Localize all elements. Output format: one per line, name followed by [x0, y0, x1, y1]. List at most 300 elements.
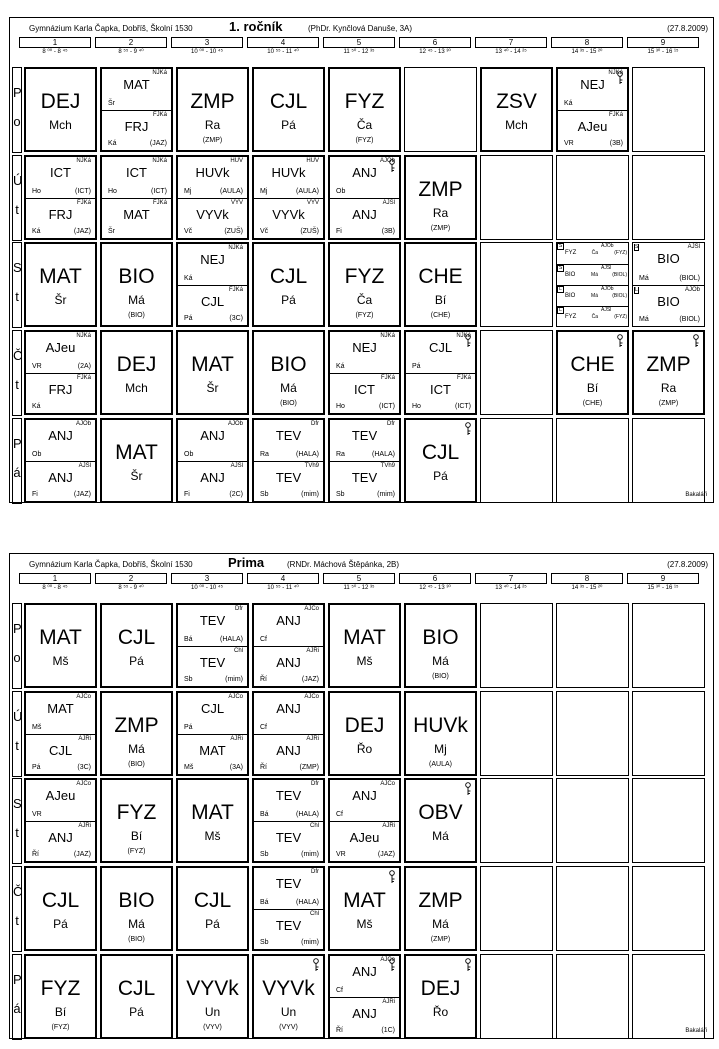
key-glyph [312, 958, 320, 972]
lesson-cell[interactable] [632, 330, 705, 415]
teacher-abbr: Sb [260, 491, 269, 498]
subject: CJL [200, 701, 225, 716]
subject: ZMP [418, 889, 463, 912]
teacher-abbr: Ří [336, 1027, 343, 1034]
group-code: AJCo [304, 606, 319, 612]
lesson-cell[interactable] [176, 242, 249, 327]
room: (FYZ) [614, 250, 627, 256]
lesson-group[interactable] [254, 821, 323, 862]
lesson-cell[interactable] [328, 242, 401, 327]
lesson-cell [556, 778, 629, 863]
day-label [12, 418, 22, 504]
lesson-cell[interactable] [24, 67, 97, 152]
lesson-cell[interactable] [176, 954, 249, 1039]
subject: FYZ [40, 977, 81, 1000]
lesson-cell[interactable] [176, 418, 249, 503]
period-header [95, 37, 167, 57]
room: (BIO) [280, 400, 297, 407]
period-time: 10 ⁵⁵ - 11 ⁴⁰ [267, 49, 299, 55]
lesson-group[interactable] [26, 157, 95, 198]
room: (3A) [229, 764, 243, 771]
period-number: 4 [247, 573, 319, 584]
subject: BIO [657, 251, 680, 266]
key-icon [312, 958, 320, 972]
day-letter: Ú [13, 709, 23, 724]
subject: NEJ [352, 340, 377, 355]
teacher-abbr: Sb [184, 676, 193, 683]
room: (JAZ) [377, 851, 395, 858]
lesson-cell[interactable] [252, 155, 325, 240]
lesson-cell [632, 691, 705, 776]
lesson-group[interactable] [330, 420, 399, 461]
lesson-cell[interactable] [100, 330, 173, 415]
lesson-cell[interactable] [100, 67, 173, 152]
subject: FYZ [565, 250, 577, 256]
lesson-group[interactable] [254, 693, 323, 734]
key-glyph [464, 782, 472, 796]
lesson-cell [480, 242, 553, 327]
group-code: AJOb [379, 158, 395, 164]
lesson-group[interactable] [102, 198, 171, 239]
timetable [9, 553, 714, 1039]
lesson-cell[interactable] [328, 866, 401, 951]
lesson-cell[interactable] [328, 691, 401, 776]
group-code: AJRi [78, 735, 91, 742]
teacher-abbr: Pá [184, 315, 193, 322]
group-code: NJKá [152, 70, 167, 76]
key-icon [692, 334, 700, 348]
group-code: FJKá [152, 111, 167, 118]
room: (ICT) [455, 403, 471, 410]
day-letter: P [13, 972, 22, 987]
lesson-group[interactable] [178, 420, 247, 461]
lesson-group[interactable] [633, 285, 704, 327]
teacher-abbr: Fi [336, 228, 342, 235]
room: (ZMP) [430, 225, 451, 232]
lesson-group[interactable] [254, 868, 323, 909]
lesson-group[interactable] [102, 110, 171, 151]
teacher-abbr: Ob [184, 450, 194, 458]
lesson-cell[interactable] [328, 778, 401, 863]
room: (mim) [301, 939, 319, 946]
brand-mark: Bakaláři [685, 1028, 707, 1034]
lesson-cell[interactable] [100, 155, 173, 240]
group-code: NJKá [152, 158, 167, 164]
lesson-group[interactable] [330, 373, 399, 414]
teacher-abbr: Má [432, 829, 449, 843]
day-label [12, 242, 22, 328]
subject: ANJ [352, 1005, 377, 1021]
lesson-cell [404, 67, 477, 152]
lesson-cell[interactable] [252, 67, 325, 152]
room: (mim) [301, 491, 319, 498]
subject: ANJ [352, 165, 377, 180]
lesson-cell [556, 603, 629, 688]
subject: OBV [418, 801, 463, 824]
group-code: AJRi [306, 735, 319, 742]
lesson-cell[interactable] [252, 418, 325, 503]
group-code: AJSl [687, 244, 700, 250]
teacher-abbr: Ča [591, 250, 598, 256]
key-glyph [464, 422, 472, 436]
room: (HALA) [296, 898, 319, 906]
group-code: Chl [233, 647, 243, 654]
lesson-group[interactable] [178, 244, 247, 285]
period-number: 8 [551, 573, 623, 584]
week-marker: L [557, 286, 564, 293]
lesson-group[interactable] [26, 198, 95, 239]
lesson-cell[interactable] [328, 155, 401, 240]
period-header [323, 573, 395, 593]
lesson-cell[interactable] [328, 67, 401, 152]
subject: HUVk [195, 165, 230, 180]
subject: FRJ [48, 381, 73, 397]
lesson-cell[interactable] [24, 330, 97, 415]
class-teacher: (RNDr. Máchová Štěpánka, 2B) [287, 560, 400, 569]
lesson-cell[interactable] [252, 778, 325, 863]
teacher-abbr: Mch [505, 118, 528, 132]
period-time: 15 ³⁰ - 16 ¹⁵ [647, 49, 679, 55]
lesson-group[interactable] [557, 306, 628, 327]
room: (CHE) [430, 312, 451, 319]
lesson-group[interactable] [558, 110, 627, 151]
group-code: VYV [306, 199, 319, 206]
day-letter: P [13, 621, 22, 636]
lesson-cell [480, 418, 553, 503]
group-code: AJSl [601, 265, 612, 271]
group-code: AJRi [78, 822, 91, 829]
subject: ANJ [200, 428, 225, 443]
lesson-group[interactable] [254, 420, 323, 461]
lesson-group[interactable] [330, 332, 399, 373]
group-code: AJSl [230, 462, 243, 469]
lesson-cell[interactable] [24, 691, 97, 776]
room: (FYZ) [127, 848, 146, 855]
lesson-cell[interactable] [252, 866, 325, 951]
group-code: FJKá [76, 374, 91, 381]
teacher-abbr: VR [564, 140, 574, 147]
room: (ZMP) [430, 936, 451, 943]
group-code: AJCo [76, 781, 91, 787]
room: (ZMP) [658, 400, 679, 407]
period-number: 9 [627, 573, 699, 584]
lesson-cell [480, 778, 553, 863]
teacher-abbr: Bá [260, 898, 269, 906]
teacher-abbr: Vč [184, 228, 193, 235]
teacher-abbr: Mš [52, 654, 69, 668]
lesson-group[interactable] [330, 821, 399, 862]
lesson-cell[interactable] [404, 155, 477, 240]
lesson-cell[interactable] [100, 691, 173, 776]
lesson-cell[interactable] [100, 778, 173, 863]
subject: VYVk [186, 977, 239, 1000]
period-number: 7 [475, 37, 547, 48]
lesson-cell[interactable] [176, 603, 249, 688]
lesson-cell[interactable] [556, 67, 629, 152]
room: (JAZ) [301, 676, 319, 683]
room: (ZMP) [202, 137, 223, 144]
lesson-group[interactable] [178, 285, 247, 326]
subject: AJeu [45, 340, 76, 355]
lesson-group[interactable] [254, 734, 323, 775]
room: (mim) [225, 676, 243, 683]
lesson-group[interactable] [330, 198, 399, 239]
lesson-cell[interactable] [328, 330, 401, 415]
lesson-group[interactable] [254, 646, 323, 687]
group-code: AJSl [78, 462, 91, 469]
group-code: VYV [230, 199, 243, 206]
lesson-cell [632, 67, 705, 152]
lesson-cell[interactable] [252, 330, 325, 415]
lesson-cell [632, 155, 705, 240]
period-number: 5 [323, 37, 395, 48]
key-icon [388, 870, 396, 884]
lesson-cell[interactable] [252, 603, 325, 688]
teacher-abbr: Pá [184, 723, 193, 731]
key-glyph [616, 71, 624, 85]
week-marker: S [558, 265, 563, 271]
period-number: 2 [95, 573, 167, 584]
lesson-group[interactable] [330, 461, 399, 502]
period-time: 11 ⁵⁰ - 12 ³⁵ [343, 49, 375, 55]
lesson-group[interactable] [178, 693, 247, 734]
lesson-cell[interactable] [24, 418, 97, 503]
group-code: NJKá [456, 333, 471, 339]
teacher-abbr: Má [591, 293, 598, 299]
teacher-abbr: Cf [336, 986, 343, 994]
teacher-abbr: Má [639, 316, 649, 323]
teacher-abbr: Bá [260, 810, 269, 818]
room: (AULA) [296, 187, 319, 195]
room: (ICT) [151, 187, 167, 195]
lesson-cell[interactable] [100, 418, 173, 503]
school-name: Gymnázium Karla Čapka, Dobříš, Školní 1530 [29, 24, 193, 33]
lesson-cell[interactable] [176, 778, 249, 863]
lesson-cell[interactable] [480, 67, 553, 152]
group-code: AJOb [601, 243, 614, 249]
day-letter: S [13, 796, 22, 811]
group-code: FJKá [456, 374, 471, 381]
period-header [19, 573, 91, 593]
lesson-group[interactable] [330, 780, 399, 821]
lesson-group[interactable] [178, 646, 247, 687]
room: (FYZ) [51, 1024, 70, 1031]
room: (BIOL) [612, 272, 627, 278]
subject: ICT [430, 381, 451, 397]
teacher-abbr: Ho [336, 403, 345, 410]
print-date: (27.8.2009) [667, 560, 708, 569]
lesson-group[interactable] [178, 734, 247, 775]
group-code: AJOb [684, 286, 700, 293]
lesson-group[interactable] [26, 332, 95, 373]
lesson-group[interactable] [254, 198, 323, 239]
lesson-cell[interactable] [328, 954, 401, 1039]
lesson-group[interactable] [406, 373, 475, 414]
lesson-cell[interactable] [176, 330, 249, 415]
lesson-group[interactable] [26, 693, 95, 734]
lesson-group[interactable] [254, 605, 323, 646]
period-header [95, 573, 167, 593]
lesson-cell[interactable] [328, 603, 401, 688]
timetable-header [10, 554, 713, 572]
day-letter: t [15, 738, 19, 753]
teacher-abbr: Má [432, 654, 449, 668]
key-icon [464, 334, 472, 348]
room: (ZUŠ) [300, 228, 319, 235]
week-marker [634, 287, 639, 294]
lesson-cell[interactable] [176, 866, 249, 951]
period-header [399, 573, 471, 593]
period-time: 8 ⁵⁵ - 9 ⁴⁰ [118, 585, 144, 591]
lesson-group[interactable] [102, 69, 171, 110]
teacher-abbr: Fi [32, 491, 38, 498]
teacher-abbr: Ká [32, 403, 41, 410]
period-time: 12 ⁴⁵ - 13 ³⁰ [419, 49, 451, 55]
room: (AULA) [220, 187, 243, 195]
lesson-cell[interactable] [328, 418, 401, 503]
lesson-group[interactable] [330, 997, 399, 1038]
lesson-cell[interactable] [100, 866, 173, 951]
teacher-abbr: Mš [356, 654, 373, 668]
lesson-group[interactable] [254, 780, 323, 821]
lesson-group[interactable] [178, 461, 247, 502]
subject: FYZ [344, 265, 385, 288]
teacher-abbr: Pá [281, 293, 296, 307]
subject: MAT [123, 206, 150, 222]
lesson-cell[interactable] [100, 603, 173, 688]
lesson-cell[interactable] [556, 242, 629, 327]
lesson-cell[interactable] [24, 155, 97, 240]
day-letter: P [13, 85, 22, 100]
lesson-cell[interactable] [176, 155, 249, 240]
lesson-group[interactable] [26, 461, 95, 502]
lesson-cell[interactable] [252, 691, 325, 776]
lesson-cell[interactable] [404, 242, 477, 327]
lesson-group[interactable] [557, 285, 628, 306]
subject: ANJ [276, 654, 301, 670]
subject: NEJ [580, 77, 605, 92]
subject: DEJ [40, 90, 81, 113]
teacher-abbr: Má [128, 917, 145, 931]
lesson-cell[interactable] [24, 866, 97, 951]
group-code: AJCo [304, 694, 319, 700]
group-code: Dfr [387, 421, 395, 427]
period-number: 4 [247, 37, 319, 48]
lesson-group[interactable] [26, 420, 95, 461]
subject: ICT [354, 381, 375, 397]
teacher-abbr: Ho [32, 187, 41, 195]
group-code: NJKá [76, 158, 91, 164]
lesson-cell[interactable] [176, 67, 249, 152]
period-time: 14 ³⁵ - 15 ²⁰ [571, 49, 603, 55]
lesson-cell[interactable] [24, 242, 97, 327]
lesson-cell[interactable] [404, 603, 477, 688]
teacher-abbr: Řo [356, 742, 373, 756]
room: (BIO) [128, 761, 145, 768]
group-code: FJKá [76, 199, 91, 206]
lesson-cell[interactable] [556, 330, 629, 415]
lesson-cell[interactable] [24, 603, 97, 688]
teacher-abbr: Ká [108, 140, 117, 147]
lesson-group[interactable] [102, 157, 171, 198]
group-code: AJCo [380, 781, 395, 787]
lesson-cell[interactable] [404, 866, 477, 951]
lesson-cell [556, 691, 629, 776]
lesson-group[interactable] [178, 198, 247, 239]
lesson-cell[interactable] [100, 242, 173, 327]
lesson-group[interactable] [557, 243, 628, 264]
lesson-group[interactable] [633, 243, 704, 285]
subject: BIO [565, 272, 576, 278]
group-code: NJKá [380, 333, 395, 339]
group-code: AJCo [76, 694, 91, 700]
group-code: NJKá [608, 70, 623, 76]
subject: AJeu [577, 118, 608, 134]
teacher-abbr: Mj [184, 187, 192, 195]
lesson-cell[interactable] [404, 778, 477, 863]
room: (JAZ) [149, 140, 167, 147]
lesson-cell[interactable] [404, 691, 477, 776]
subject: MAT [199, 742, 226, 758]
lesson-group[interactable] [254, 461, 323, 502]
group-code: NJKá [228, 245, 243, 251]
day-letter: t [15, 202, 19, 217]
lesson-group[interactable] [26, 734, 95, 775]
group-code: FJKá [380, 374, 395, 381]
lesson-group[interactable] [26, 780, 95, 821]
lesson-group[interactable] [254, 909, 323, 950]
lesson-group[interactable] [178, 157, 247, 198]
lesson-cell[interactable] [404, 330, 477, 415]
lesson-cell[interactable] [632, 242, 705, 327]
lesson-cell[interactable] [100, 954, 173, 1039]
lesson-cell[interactable] [252, 954, 325, 1039]
lesson-cell[interactable] [404, 954, 477, 1039]
lesson-group[interactable] [26, 821, 95, 862]
key-icon [464, 422, 472, 436]
room: (JAZ) [73, 851, 91, 858]
lesson-cell [632, 418, 705, 503]
lesson-cell[interactable] [24, 778, 97, 863]
lesson-group[interactable] [178, 605, 247, 646]
subject: MAT [343, 889, 386, 912]
lesson-group[interactable] [254, 157, 323, 198]
key-icon [388, 159, 396, 173]
lesson-cell[interactable] [24, 954, 97, 1039]
teacher-abbr: Cf [260, 635, 267, 643]
teacher-abbr: Cf [260, 723, 267, 731]
subject: TEV [275, 788, 302, 803]
lesson-cell[interactable] [176, 691, 249, 776]
period-header [475, 573, 547, 593]
key-glyph [388, 159, 396, 173]
group-code: AJSl [601, 307, 612, 313]
lesson-group[interactable] [26, 373, 95, 414]
period-number: 7 [475, 573, 547, 584]
teacher-abbr: VR [32, 810, 42, 818]
day-letter: Č [13, 348, 23, 363]
group-code: Dfr [311, 421, 319, 427]
lesson-group[interactable] [557, 264, 628, 285]
group-code: AJOb [601, 286, 614, 292]
group-code: Dfr [235, 606, 243, 612]
teacher-abbr: Ob [336, 187, 346, 195]
lesson-cell[interactable] [252, 242, 325, 327]
lesson-cell[interactable] [404, 418, 477, 503]
period-number: 1 [19, 573, 91, 584]
teacher-abbr: Mj [260, 187, 268, 195]
period-time: 10 ⁵⁵ - 11 ⁴⁰ [267, 585, 299, 591]
